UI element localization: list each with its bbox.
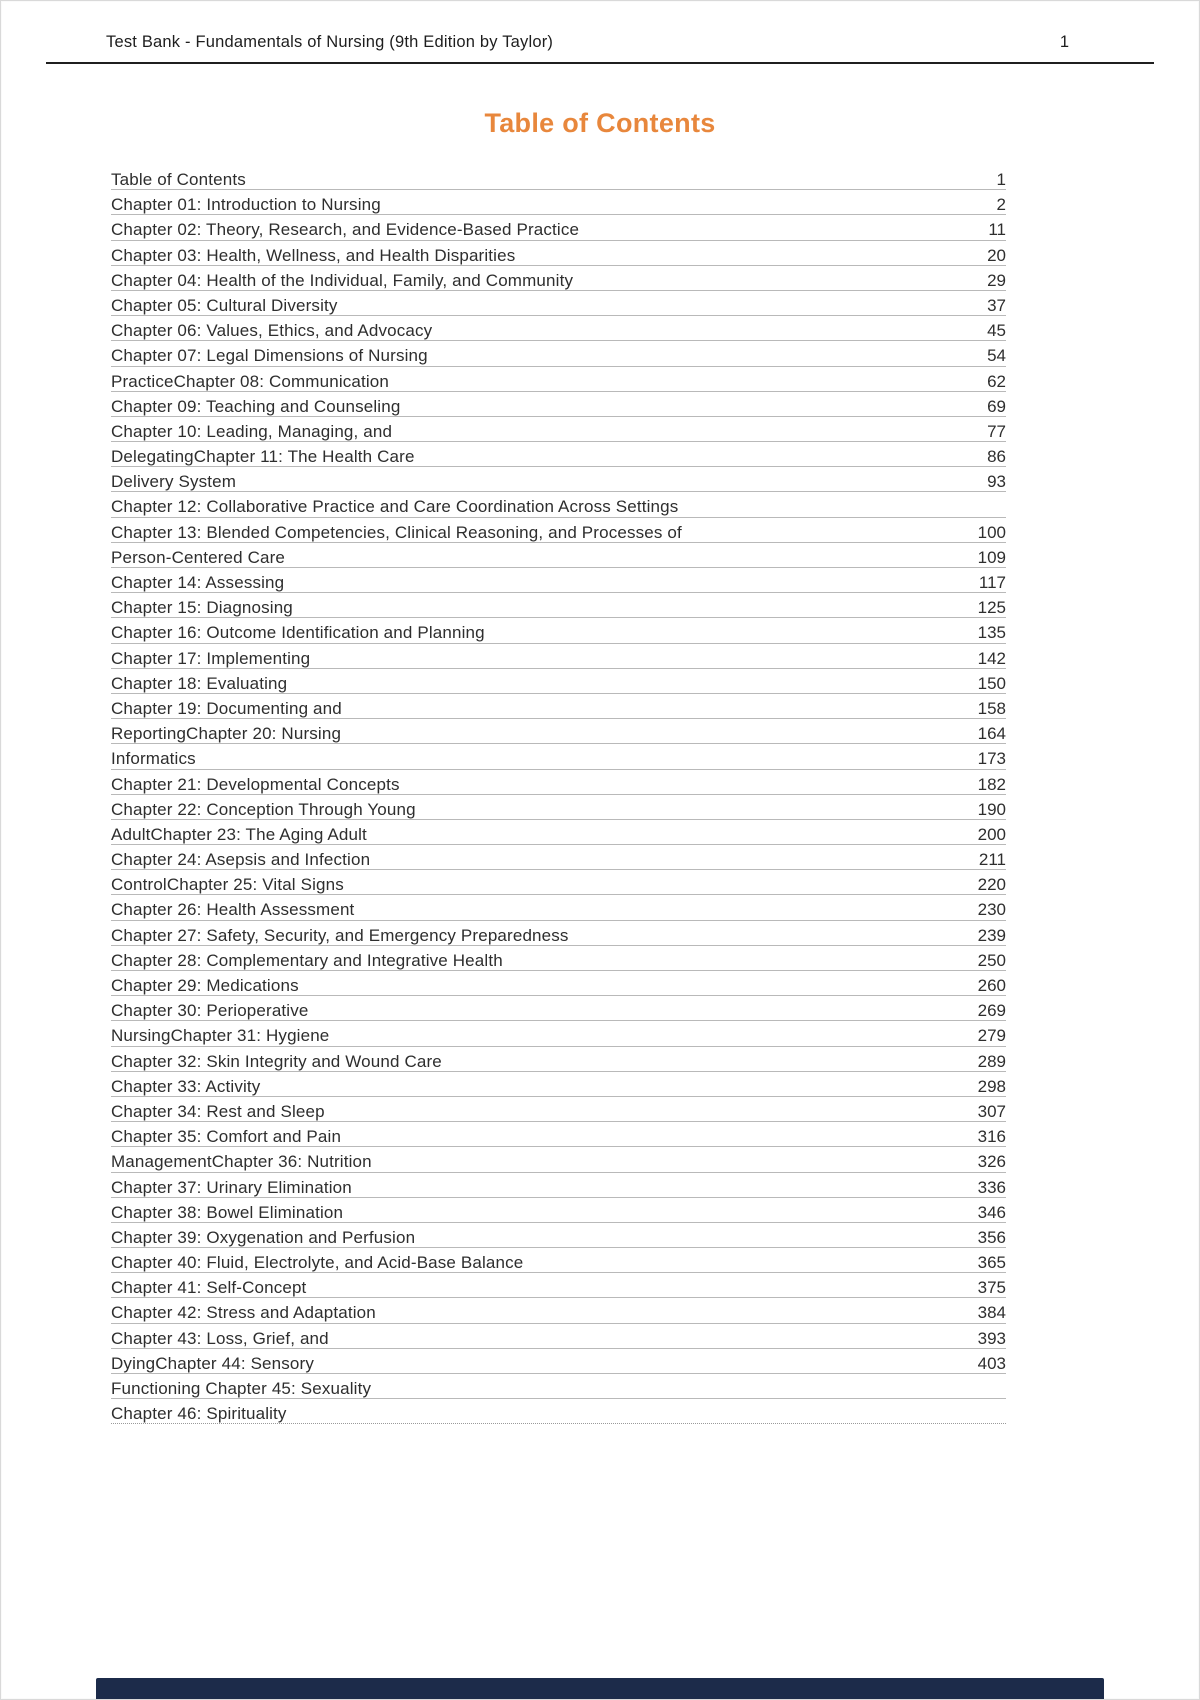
toc-entry-page: 298 [977, 1076, 1006, 1096]
toc-entry-label: Chapter 02: Theory, Research, and Evidence-Based Practice [111, 220, 580, 240]
toc-entry-page: 86 [987, 447, 1006, 467]
toc-entry-page: 365 [977, 1253, 1006, 1273]
toc-row [111, 165, 1006, 190]
toc-entry-label: Chapter 28: Complementary and Integrative Health [111, 950, 503, 970]
toc-entry-page: 307 [977, 1101, 1006, 1121]
toc-entry-label: Person-Centered Care [111, 547, 286, 567]
toc-entry-label: Chapter 15: Diagnosing [111, 598, 293, 618]
toc-row [111, 543, 1006, 568]
toc-row [111, 1147, 1006, 1172]
toc-entry-page: 142 [977, 648, 1006, 668]
toc-row [111, 1298, 1006, 1323]
toc-row [111, 618, 1006, 643]
toc-row [111, 215, 1006, 240]
toc-entry-page: 11 [988, 220, 1006, 240]
toc-entry-label: Chapter 19: Documenting and [111, 698, 342, 718]
toc-row [111, 1072, 1006, 1097]
toc-entry-label: Chapter 38: Bowel Elimination [111, 1202, 344, 1222]
toc-row [111, 417, 1006, 442]
toc-entry-label: Chapter 29: Medications [111, 976, 299, 995]
toc-row [111, 946, 1006, 971]
toc-entry-label: ReportingChapter 20: Nursing [111, 724, 342, 744]
toc-entry-page: 164 [977, 724, 1006, 744]
toc-entry-label: Chapter 26: Health Assessment [111, 900, 355, 920]
toc-entry-page: 37 [987, 295, 1006, 315]
toc-entry-label: Chapter 40: Fluid, Electrolyte, and Acid-Base Balance [111, 1253, 524, 1273]
toc-entry-page: 20 [987, 245, 1006, 265]
toc-row [111, 770, 1006, 795]
toc-entry-page: 356 [977, 1227, 1006, 1247]
toc-entry-label: Chapter 04: Health of the Individual, Family, and Community [111, 270, 574, 290]
toc-row [111, 1198, 1006, 1223]
toc-entry-page: 158 [977, 698, 1006, 718]
toc-entry-page: 135 [977, 623, 1006, 643]
toc-row [111, 1047, 1006, 1072]
toc-row [111, 190, 1006, 215]
toc-entry-label: Chapter 34: Rest and Sleep [111, 1101, 325, 1121]
toc-row [111, 241, 1006, 266]
toc-row [111, 1399, 1006, 1424]
toc-entry-label: Chapter 06: Values, Ethics, and Advocacy [111, 321, 433, 341]
toc-entry-page [966, 1414, 1006, 1419]
toc-entry-label: Chapter 42: Stress and Adaptation [111, 1303, 376, 1323]
toc-row [111, 694, 1006, 719]
toc-row [111, 1223, 1006, 1248]
toc-row [111, 492, 1006, 517]
toc-entry-page: 220 [977, 875, 1006, 895]
toc-entry-label: Chapter 01: Introduction to Nursing [111, 195, 381, 215]
toc-entry-label: Informatics [111, 749, 196, 769]
toc-entry-page: 173 [977, 749, 1006, 769]
toc-row [111, 568, 1006, 593]
toc-entry-label: Chapter 24: Asepsis and Infection [111, 850, 371, 870]
header-document-title: Test Bank - Fundamentals of Nursing (9th Edition by Taylor) [106, 33, 554, 51]
toc-entry-label: Chapter 13: Blended Competencies, Clinical Reasoning, and Processes of [111, 522, 682, 542]
toc-entry-label: ControlChapter 25: Vital Signs [111, 875, 344, 895]
toc-entry-label: Functioning Chapter 45: Sexuality [111, 1379, 372, 1398]
toc-row [111, 266, 1006, 291]
toc-entry-label: Table of Contents [111, 170, 246, 189]
toc-row [111, 1173, 1006, 1198]
toc-row [111, 795, 1006, 820]
toc-row [111, 367, 1006, 392]
toc-entry-label: Chapter 27: Safety, Security, and Emergency Preparedness [111, 925, 569, 945]
toc-row [111, 442, 1006, 467]
toc-entry-label: Chapter 33: Activity [111, 1076, 261, 1096]
toc-entry-page: 190 [977, 799, 1006, 819]
toc-entry-page: 93 [987, 472, 1006, 492]
toc-entry-page [966, 507, 1006, 512]
toc-entry-label: Chapter 17: Implementing [111, 648, 311, 668]
toc-entry-label: Chapter 10: Leading, Managing, and [111, 421, 393, 441]
toc-entry-label: AdultChapter 23: The Aging Adult [111, 824, 367, 844]
toc-entry-label: Chapter 41: Self-Concept [111, 1278, 307, 1298]
toc-entry-label: NursingChapter 31: Hygiene [111, 1026, 330, 1046]
toc-row [111, 518, 1006, 543]
toc-entry-page: 100 [977, 522, 1006, 542]
toc-row [111, 820, 1006, 845]
toc-row [111, 341, 1006, 366]
toc-entry-label: Chapter 21: Developmental Concepts [111, 774, 400, 794]
toc-list [111, 165, 1006, 1424]
toc-entry-page [966, 1389, 1006, 1394]
toc-row [111, 392, 1006, 417]
toc-row [111, 291, 1006, 316]
toc-entry-page: 375 [977, 1278, 1006, 1298]
toc-entry-page: 150 [977, 673, 1006, 693]
toc-entry-page: 109 [977, 547, 1006, 567]
toc-entry-page: 289 [977, 1051, 1006, 1071]
toc-entry-label: Chapter 46: Spirituality [111, 1404, 287, 1424]
toc-row [111, 895, 1006, 920]
toc-entry-page: 45 [987, 321, 1006, 341]
toc-entry-page: 384 [977, 1303, 1006, 1323]
toc-row [111, 870, 1006, 895]
toc-row [111, 971, 1006, 996]
toc-entry-label: PracticeChapter 08: Communication [111, 371, 390, 391]
toc-row [111, 845, 1006, 870]
toc-row [111, 719, 1006, 744]
toc-entry-label: ManagementChapter 36: Nutrition [111, 1152, 372, 1172]
toc-entry-page: 125 [977, 598, 1006, 618]
footer-bar [96, 1678, 1104, 1699]
toc-entry-page: 230 [977, 900, 1006, 920]
toc-entry-page: 77 [987, 421, 1006, 441]
toc-row [111, 669, 1006, 694]
toc-entry-page: 239 [977, 925, 1006, 945]
toc-entry-label: Chapter 05: Cultural Diversity [111, 295, 338, 315]
toc-entry-page: 117 [978, 573, 1006, 592]
toc-entry-label: Chapter 09: Teaching and Counseling [111, 396, 401, 416]
toc-entry-label: Chapter 03: Health, Wellness, and Health Disparities [111, 245, 516, 265]
toc-row [111, 996, 1006, 1021]
toc-entry-label: DyingChapter 44: Sensory [111, 1353, 314, 1373]
toc-row [111, 1122, 1006, 1147]
toc-entry-page: 403 [977, 1353, 1006, 1373]
toc-entry-page: 260 [977, 976, 1006, 995]
toc-entry-label: Delivery System [111, 472, 237, 492]
toc-row [111, 921, 1006, 946]
toc-entry-label: Chapter 16: Outcome Identification and Planning [111, 623, 485, 643]
toc-entry-page: 62 [987, 371, 1006, 391]
toc-row [111, 467, 1006, 492]
toc-entry-label: Chapter 35: Comfort and Pain [111, 1127, 342, 1147]
toc-entry-label: Chapter 39: Oxygenation and Perfusion [111, 1227, 416, 1247]
toc-entry-label: Chapter 14: Assessing [111, 573, 285, 592]
toc-entry-page: 346 [977, 1202, 1006, 1222]
toc-entry-page: 316 [977, 1127, 1006, 1147]
toc-row [111, 1248, 1006, 1273]
toc-entry-label: Chapter 30: Perioperative [111, 1001, 309, 1021]
page-header [46, 1, 1154, 64]
toc-entry-label: Chapter 32: Skin Integrity and Wound Care [111, 1051, 442, 1071]
toc-entry-page: 182 [977, 774, 1006, 794]
toc-entry-page: 393 [977, 1328, 1006, 1348]
toc-entry-label: Chapter 37: Urinary Elimination [111, 1177, 352, 1197]
toc-row [111, 1324, 1006, 1349]
toc-entry-page: 279 [977, 1026, 1006, 1046]
toc-entry-page: 200 [977, 824, 1006, 844]
toc-entry-page: 336 [977, 1177, 1006, 1197]
toc-row [111, 1021, 1006, 1046]
toc-row [111, 644, 1006, 669]
toc-entry-label: Chapter 22: Conception Through Young [111, 799, 416, 819]
toc-row [111, 1273, 1006, 1298]
toc-entry-label: Chapter 07: Legal Dimensions of Nursing [111, 346, 428, 366]
toc-entry-page: 326 [977, 1152, 1006, 1172]
toc-entry-page: 269 [977, 1001, 1006, 1021]
toc-row [111, 1097, 1006, 1122]
toc-entry-page: 29 [987, 270, 1006, 290]
toc-entry-label: Chapter 18: Evaluating [111, 673, 288, 693]
toc-row [111, 316, 1006, 341]
toc-entry-page: 250 [977, 950, 1006, 970]
toc-entry-page: 2 [996, 195, 1006, 215]
toc-entry-page: 54 [987, 346, 1006, 366]
toc-row [111, 744, 1006, 769]
toc-row [111, 593, 1006, 618]
header-page-number: 1 [1059, 33, 1069, 51]
toc-entry-label: Chapter 43: Loss, Grief, and [111, 1328, 329, 1348]
toc-entry-page: 211 [978, 850, 1006, 870]
toc-entry-page: 1 [996, 170, 1006, 189]
toc-title: Table of Contents [484, 108, 716, 138]
toc-entry-label: DelegatingChapter 11: The Health Care [111, 447, 415, 467]
toc-row [111, 1349, 1006, 1374]
toc-row [111, 1374, 1006, 1399]
toc-entry-page: 69 [987, 396, 1006, 416]
toc-entry-label: Chapter 12: Collaborative Practice and Care Coordination Across Settings [111, 497, 679, 517]
